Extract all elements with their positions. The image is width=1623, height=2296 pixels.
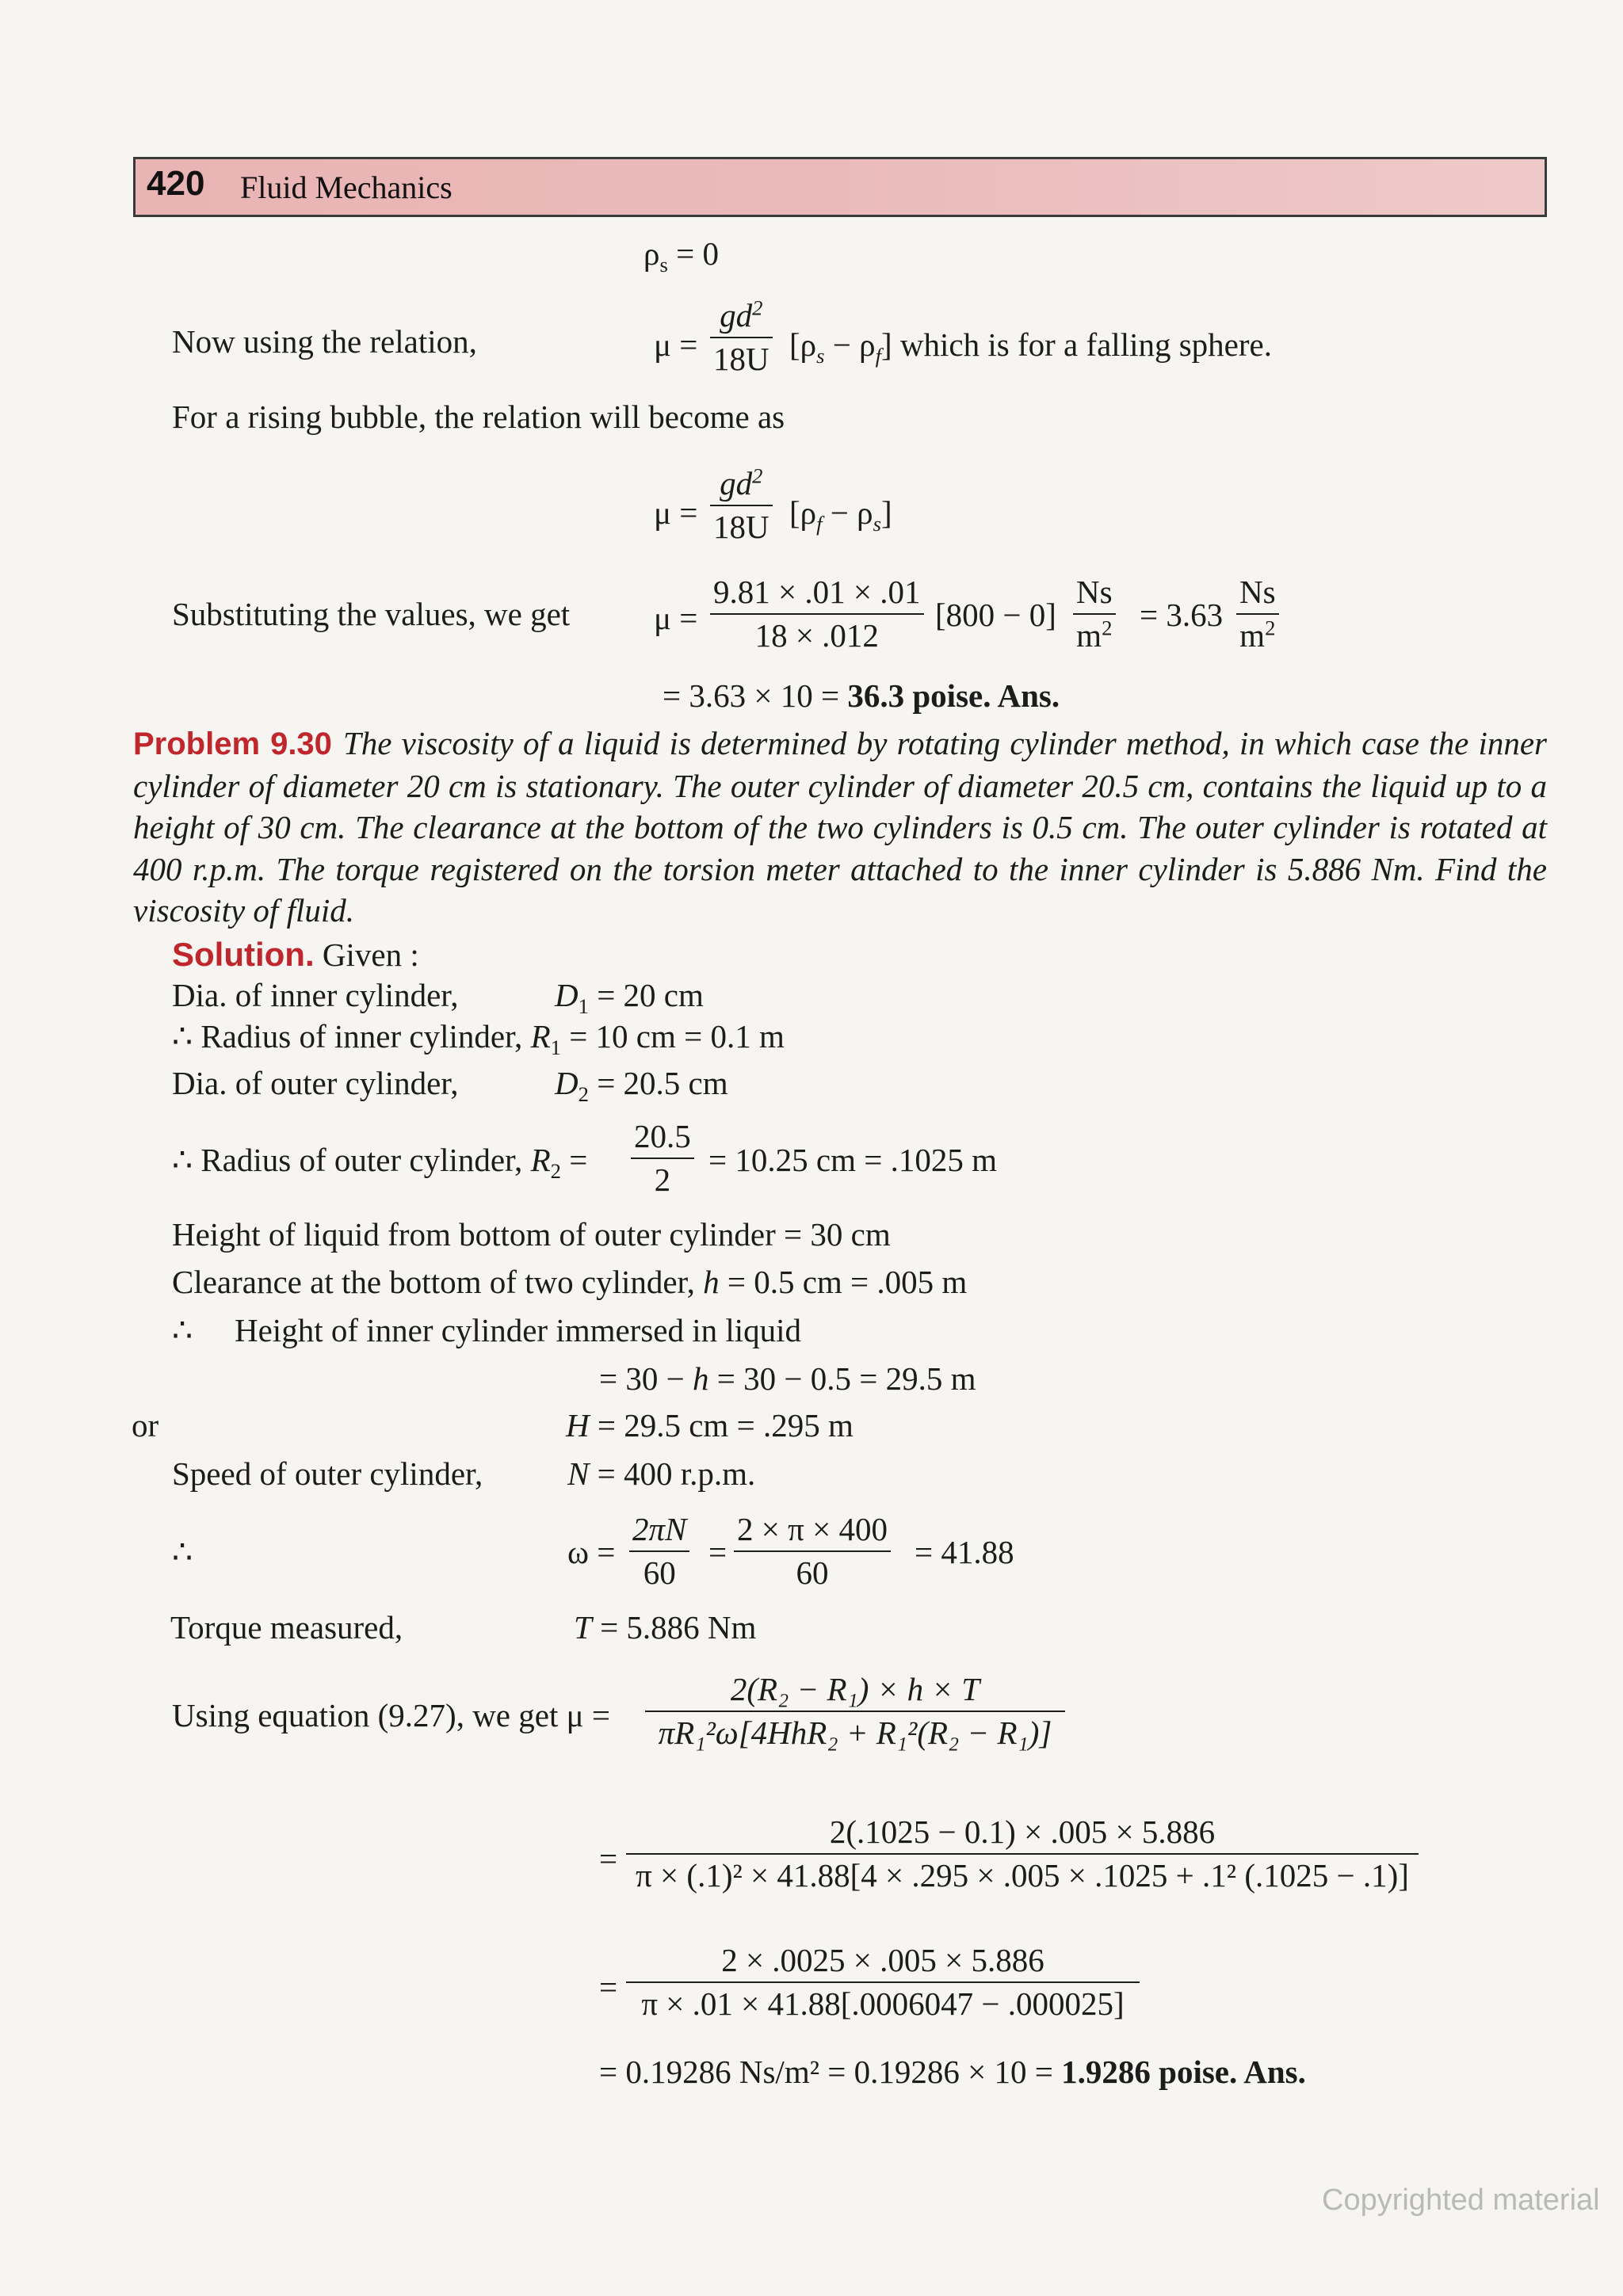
inner-dia-label: Dia. of inner cylinder, bbox=[172, 977, 459, 1013]
rising-bubble-text: For a rising bubble, the relation will become as bbox=[172, 399, 785, 435]
omega-value: = 41.88 bbox=[915, 1534, 1014, 1570]
mu-equals-3: μ = bbox=[654, 600, 698, 636]
outer-radius-fraction: $\frac{20.5}{2}$ bbox=[631, 1120, 694, 1196]
equals-sign-3: = bbox=[599, 1969, 618, 2005]
or-label: or bbox=[132, 1407, 159, 1444]
substitution-fraction-1: 2(.1025 − 0.1) × .005 × 5.886 π × (.1)² × 41.88[4 × .295 × .005 × .1025 + .1² (.1025 − .1)] bbox=[626, 1816, 1419, 1892]
viscosity-formula: 2(R₂ − R₁) × h × T πR₁²ω[4HhR₂ + R₁²(R₂ − R₁)] bbox=[645, 1673, 1065, 1749]
omega-equals: ω = bbox=[567, 1534, 616, 1570]
book-title: Fluid Mechanics bbox=[240, 170, 453, 205]
omega-fraction-1: $\frac{2\pi N}{60}$ bbox=[629, 1513, 689, 1589]
clearance: Clearance at the bottom of two cylinder, h = 0.5 cm = .005 m bbox=[172, 1264, 968, 1300]
relation-label: Now using the relation, bbox=[172, 323, 477, 360]
H-value: H = 29.5 cm = .295 m bbox=[566, 1407, 854, 1444]
final-answer: = 0.19286 Ns/m² = 0.19286 × 10 = 1.9286 poise. Ans. bbox=[599, 2054, 1306, 2090]
inner-dia-value: $D_1 = 20$ cm bbox=[555, 977, 704, 1019]
therefore-symbol: ∴ bbox=[172, 1312, 193, 1348]
equals-sign: = bbox=[708, 1534, 727, 1570]
page-number: 420 bbox=[147, 164, 205, 203]
outer-dia-label: Dia. of outer cylinder, bbox=[172, 1065, 459, 1101]
rho-s-line: $\rho_s = 0$ bbox=[643, 235, 719, 277]
subst-bracket: [800 − 0] bbox=[935, 597, 1056, 633]
eq-363: = 3.63 bbox=[1140, 597, 1224, 633]
substituting-label: Substituting the values, we get bbox=[172, 596, 571, 632]
given-label: Given : bbox=[322, 936, 419, 973]
inner-radius: ∴ Radius of inner cylinder, $R_1 = 10$ cm = 0.1 m bbox=[172, 1018, 785, 1060]
height-calc: = 30 − h = 30 − 0.5 = 29.5 m bbox=[599, 1360, 976, 1397]
using-equation-label: Using equation (9.27), we get μ = bbox=[172, 1697, 610, 1733]
outer-radius-value: = 10.25 cm = .1025 m bbox=[708, 1142, 997, 1178]
running-header bbox=[133, 157, 1547, 217]
solution-heading bbox=[172, 938, 419, 971]
problem-statement bbox=[133, 723, 1547, 932]
falling-sphere-text: $[\rho_s - \rho_f]$ which is for a falling sphere. bbox=[789, 326, 1272, 368]
T-value: T = 5.886 Nm bbox=[574, 1609, 757, 1646]
mu-equals-2: μ = bbox=[654, 494, 698, 531]
gd2-over-18u-2: $\frac{gd^2}{18U}$ bbox=[710, 467, 773, 543]
equals-sign-2: = bbox=[599, 1840, 618, 1877]
therefore-symbol-2: ∴ bbox=[172, 1534, 193, 1570]
height-inner-label: Height of inner cylinder immersed in liquid bbox=[235, 1312, 802, 1348]
result-line-1: = 3.63 × 10 = 36.3 poise. Ans. bbox=[663, 677, 1060, 714]
height-liquid: Height of liquid from bottom of outer cylinder = 30 cm bbox=[172, 1216, 891, 1253]
subst-fraction: $\frac{9.81 \times .01 \times .01}{18 \times .012}$ bbox=[710, 576, 924, 652]
speed-label: Speed of outer cylinder, bbox=[172, 1455, 483, 1492]
ns-per-m2: $\frac{Ns}{m^2}$ bbox=[1073, 576, 1116, 652]
solution-label: Solution. bbox=[172, 936, 315, 973]
mu-equals: μ = bbox=[654, 326, 698, 363]
N-value: N = 400 r.p.m. bbox=[567, 1455, 756, 1492]
problem-text: The viscosity of a liquid is determined by rotating cylinder method, in which case the inner cylinder of diameter 20 cm is stationary. The outer cylinder of diameter 20.5 cm, contains the liquid up to a height of 30 cm. The clearance at the bottom of the two cylinders is 0.5 cm. The outer cylinder is rotated at 400 r.p.m. The torque registered on the torsion meter attached to the inner cylinder is 5.886 Nm. Find the viscosity of fluid. bbox=[133, 725, 1547, 929]
torque-label: Torque measured, bbox=[170, 1609, 403, 1646]
problem-label: Problem 9.30 bbox=[133, 727, 332, 761]
copyright-watermark: Copyrighted material bbox=[1322, 2183, 1600, 2217]
outer-dia-value: $D_2 = 20.5$ cm bbox=[555, 1065, 728, 1107]
ns-per-m2-2: $\frac{Ns}{m^2}$ bbox=[1236, 576, 1279, 652]
rising-relation: $[\rho_f - \rho_s]$ bbox=[789, 494, 892, 536]
substitution-fraction-2: $\frac{2 \times .0025 \times .005 \times 5.886}{\pi \times .01 \times 41.88[.0006047 - .000025]}$ bbox=[626, 1944, 1140, 2020]
omega-fraction-2: $\frac{2 \times \pi \times 400}{60}$ bbox=[734, 1513, 891, 1589]
gd2-over-18u: $\frac{gd^2}{18U}$ bbox=[710, 299, 773, 376]
outer-radius-label: ∴ Radius of outer cylinder, $R_2$ = bbox=[172, 1142, 588, 1184]
